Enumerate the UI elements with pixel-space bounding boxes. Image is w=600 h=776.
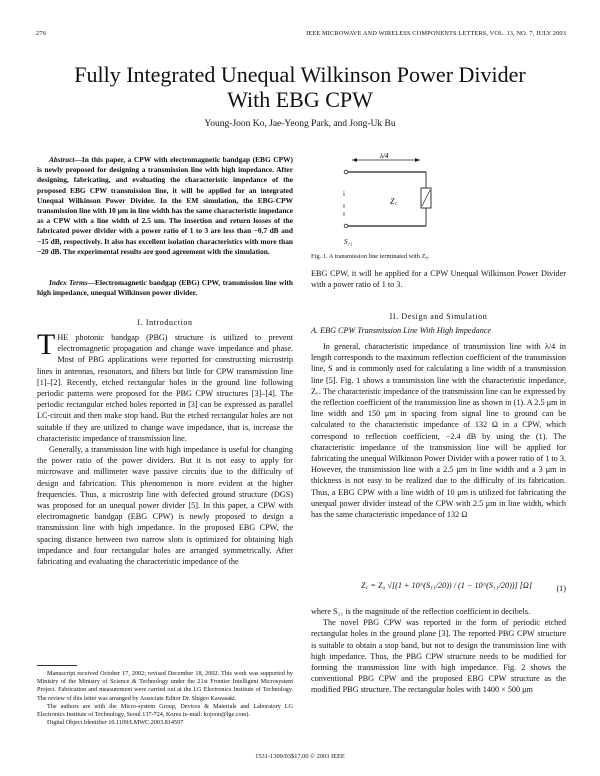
footnote-paragraph-1: Manuscript received October 17, 2002; revised December 18, 2002. This work was supported by Ministry of the Ministry of Science & Technology under the 21st Frontier Intelligent Microsystem Project. Fabrication and measurement were carried out at the LG Electronics Institute of Technology. The review of this letter was arranged by Associate Editor Dr. Shigeo Kawasaki. [37,670,293,702]
footnote-paragraph-3: Digital Object Identifier 10.1109/LMWC.2003.814597 [47,719,184,727]
abstract-text: —In this paper, a CPW with electromagnetic bandgap (EBG CPW) is newly proposed for designing a transmission line with high impedance. After designing, fabricating, and evaluating the characteristic impedance of the proposed EBG CPW transmission line, it will be applied for an integrated Unequal Wilkinson Power Divider. In the EM simulation, the EBG-CPW transmission line with 10 μm in line width has the same characteristic impedance as a CPW with a line width of 2.5 um. The insertion and return losses of the fabricated power divider with a power ratio of 1 to 3 are less than −0.7 dB and −15 dB, respectively. It also has excellent isolation characteristics with more than −20 dB. The experimental results are good agreement with the simulation. [37,155,293,256]
length-arrow-right [415,158,420,162]
label-lambda: λ/4 [380,152,389,160]
intro-paragraph-1: THE photonic bandgap (PBG) structure is utilized to prevent electromagnetic propagation and change wave impedance and phase. Most of PBG applications were reported for constructing microstrip lines in antennas, resonators, and filters but little for CPW transmission line [1]–[2]. Recently, etched rectangular holes in the ground line following periodic patterns were proposed for the PBG CPW structures [3]–[4]. The periodic rectangular etched holes reported in [3] can be expressed as parallel LC-circuit and then make stop band. But the etched rectangular holes are not suitable if they are utilized to change wave impedance, that is, increase the characteristic impedance of transmission line. [37,328,293,443]
page-number: 276 [36,30,46,37]
abstract-label: Abstract [49,155,75,164]
section-1-heading: I. Introduction [137,318,193,327]
post-eq-paragraph-1: where S₁₁ is the magnitude of the reflection coefficient in decibels. [311,607,531,616]
abstract [37,155,293,257]
post-equation-text [311,606,566,696]
right-intro [311,268,566,290]
index-terms-label: Index Terms [49,278,88,287]
subsection-a-heading: A. EBG CPW Transmission Line With High Impedance [311,326,492,335]
terminal-top [344,170,348,174]
footnote [37,670,293,727]
title-line-2: With EBG CPW [227,87,373,112]
equation-body: Z꜀ = Z₀ √[(1 + 10^(S₁₁/20)) / (1 − 10^(S₁₁/20))] [Ω] [361,581,533,590]
journal-name: IEEE MICROWAVE AND WIRELESS COMPONENTS LETTERS, VOL. 13, NO. 7, JULY 2003 [306,30,566,37]
transmission-line-diagram [340,150,450,250]
figure-caption: Fig. 1. A transmission line terminated with Z₀. [311,253,430,260]
introduction [37,328,293,567]
terminal-bottom [344,224,348,228]
length-arrow-left [352,158,357,162]
footnote-paragraph-2: The authors are with the Micro-system Group, Devices & Materials and Laboratory LG Electronics Institute of Technology, Seoul 137-724, Korea (e-mail: kojoon@lge.com). [37,702,293,719]
design-paragraph-1: In general, characteristic impedance of transmission line with λ/4 in length corresponds to the maximum reflection coefficient of the transmission line, S and is commonly used for calculating a line width of a transmission line [5]. Fig. 1 shows a transmission line with the characteristic impedance, Z꜀. The characteristic impedance of the transmission line can be expressed by the reflection coefficient of the transmission line as shown in (1). A 2.5 μm in line width and 150 μm in spacing from signal line to ground can be calculated to the characteristic impedance of 132 Ω in a CPW, which correspond to reflection coefficient, −2.4 dB by using the (1). The characteristic impedance of the transmission line will be applied for fabricating the unequal Wilkinson Power Divider with a power ratio of 1 to 3. However, the transmission line with a 2.5 μm in line width and a 3 μm in thickness is not easy to be realized due to the difficulty of its fabrication. Thus, a EBG CPW with a line width of 10 μm is utilized for fabricating the unequal power divider instead of the CPW with 2.5 μm in line width, which has the same characteristic impedance of 132 Ω [311,342,566,520]
drop-cap: T [37,328,56,361]
figure-1 [340,150,450,250]
label-i: i [343,190,345,198]
section-2-heading: II. Design and Simulation [389,312,488,321]
paper-title [20,62,580,112]
index-terms-text: —Electromagnetic bandgap (EBG) CPW, transmission line with high impedance, unequal Wilkinson power divider. [37,278,294,298]
post-eq-paragraph-2: The novel PBG CPW was reported in the form of periodic etched rectangular holes in the ground plane [3]. The reported PBG CPW structure is suitable to obtain a stop band, but not to design the transmission line with high impedance. Thus, the PBG CPW structure needs to be modified for forming the transmission line with high impedance. Fig. 2 shows the conventional PBG CPW and the proposed EBG CPW structure as the modified PBG structure. The rectangular holes with 1400 × 500 μm [311,618,566,695]
authors: Young-Joon Ko, Jae-Yeong Park, and Jong-Uk Bu [204,119,396,129]
title-line-1: Fully Integrated Unequal Wilkinson Power Divider [74,62,526,87]
equation-number: (1) [556,584,566,593]
label-s11: S₁₁ [344,238,353,246]
index-terms [37,278,293,298]
right-intro-paragraph: EBG CPW, it will be applied for a CPW Unequal Wilkinson Power Divider with a power ratio of 1 to 3. [311,269,566,290]
equation-1 [311,576,566,604]
copyright-id: 1531-1309/03$17.00 © 2003 IEEE [255,753,345,760]
label-zc: Z꜀ [390,197,398,206]
intro-paragraph-2: Generally, a transmission line with high impedance is useful for changing the power ratio of the power dividers. But it is not easy to apply for microwave and millimeter wave passive circuits due to the difficulty of design and fabrication. This phenomenon is more evident at the higher frequencies. Thus, a microstrip line with defected ground structure (DGS) was proposed for an unequal power divider [5]. In this paper, a CPW with electromagnetic bandgap (EBG CPW) is newly proposed to design a transmission line with high impedance. In the proposed EBG CPW, the spacing distance between two narrow slots is optimized for obtaining high impedance and four rectangular holes are arranged symmetrically. After fabricating and evaluating the characteristic impedance of the [37,445,293,567]
design-text [311,341,566,520]
footnote-rule [37,665,77,666]
